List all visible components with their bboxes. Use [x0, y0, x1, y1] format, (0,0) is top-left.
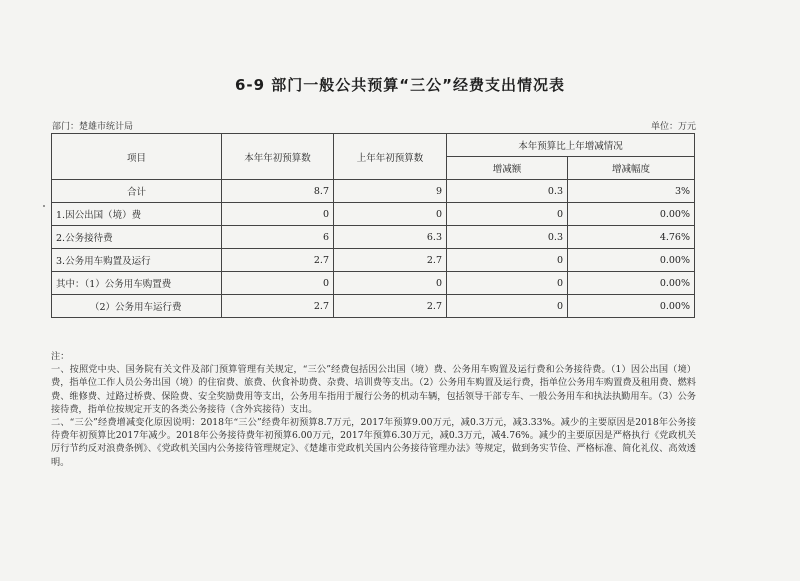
table-row	[52, 295, 695, 318]
cell-change-amount: 0.3	[447, 226, 568, 249]
cell-last-year: 2.7	[334, 295, 447, 318]
header-change-rate: 增减幅度	[568, 157, 695, 180]
cell-change-rate: 4.76%	[568, 226, 695, 249]
cell-change-amount: 0	[447, 272, 568, 295]
unit-label: 单位：万元	[650, 122, 696, 132]
cell-last-year: 6.3	[334, 226, 447, 249]
cell-this-year: 6	[222, 226, 334, 249]
cell-change-rate: 0.00%	[568, 249, 695, 272]
row-label: （2）公务用车运行费	[52, 295, 222, 318]
table-row	[52, 226, 695, 249]
cell-change-amount: 0	[447, 203, 568, 226]
cell-change-rate: 3%	[568, 180, 695, 203]
cell-this-year: 0	[222, 272, 334, 295]
cell-change-rate: 0.00%	[568, 203, 695, 226]
row-label: 3.公务用车购置及运行	[52, 249, 222, 272]
cell-last-year: 0	[334, 203, 447, 226]
row-label: 合计	[52, 180, 222, 203]
cell-change-rate: 0.00%	[568, 272, 695, 295]
budget-table	[51, 133, 695, 318]
table-row	[52, 203, 695, 226]
department-label: 部门：楚雄市统计局	[52, 122, 134, 132]
note-paragraph-1: 一、按照党中央、国务院有关文件及部门预算管理有关规定，“三公”经费包括因公出国（境）费、公务用车购置及运行费和公务接待费。（1）因公出国（境）费，指单位工作人员公务出国（境）的住宿费、旅费、伙食补助费、杂费、培训费等支出。（2）公务用车购置及运行费，指单位公务用车购置费及租用费、燃料费、维修费、过路过桥费、保险费、安全奖励费用等支出，公务用车指用于履行公务的机动车辆，包括领导干部专车、一般公务用车和执法执勤用车。（3）公务接待费，指单位按规定开支的各类公务接待（含外宾接待）支出。	[51, 364, 696, 415]
cell-last-year: 9	[334, 180, 447, 203]
row-label: 其中：（1）公务用车购置费	[52, 272, 222, 295]
header-change-amount: 增减额	[447, 157, 568, 180]
row-label: 1.因公出国（境）费	[52, 203, 222, 226]
note-paragraph-2: 二、“三公”经费增减变化原因说明：2018年“三公”经费年初预算8.7万元，2017年预算9.00万元，减0.3万元，减3.33%。减少的主要原因是2018年公务接待费年初预算比2017年减少。2018年公务接待费年初预算6.00万元，2017年预算6.30万元，减0.3万元，减4.76%。减少的主要原因是严格执行《党政机关厉行节约反对浪费条例》、《党政机关国内公务接待管理规定》、《楚雄市党政机关国内公务接待管理办法》等规定，做到务实节俭、严格标准、简化礼仪、高效透明。	[51, 417, 696, 468]
table-row-total	[52, 180, 695, 203]
notes-heading: 注：	[51, 351, 70, 362]
table-row	[52, 272, 695, 295]
cell-this-year: 0	[222, 203, 334, 226]
header-last-year: 上年年初预算数	[334, 134, 447, 180]
cell-last-year: 2.7	[334, 249, 447, 272]
page-title: 6-9 部门一般公共预算“三公”经费支出情况表	[234, 76, 566, 94]
cell-last-year: 0	[334, 272, 447, 295]
cell-change-amount: 0.3	[447, 180, 568, 203]
cell-change-amount: 0	[447, 249, 568, 272]
header-this-year: 本年年初预算数	[222, 134, 334, 180]
notes-section	[51, 350, 696, 469]
cell-this-year: 2.7	[222, 249, 334, 272]
header-change-group: 本年预算比上年增减情况	[447, 134, 695, 157]
cell-change-rate: 0.00%	[568, 295, 695, 318]
scan-speck	[43, 205, 45, 207]
cell-change-amount: 0	[447, 295, 568, 318]
cell-this-year: 2.7	[222, 295, 334, 318]
header-item: 项目	[52, 134, 222, 180]
table-row	[52, 249, 695, 272]
row-label: 2.公务接待费	[52, 226, 222, 249]
cell-this-year: 8.7	[222, 180, 334, 203]
